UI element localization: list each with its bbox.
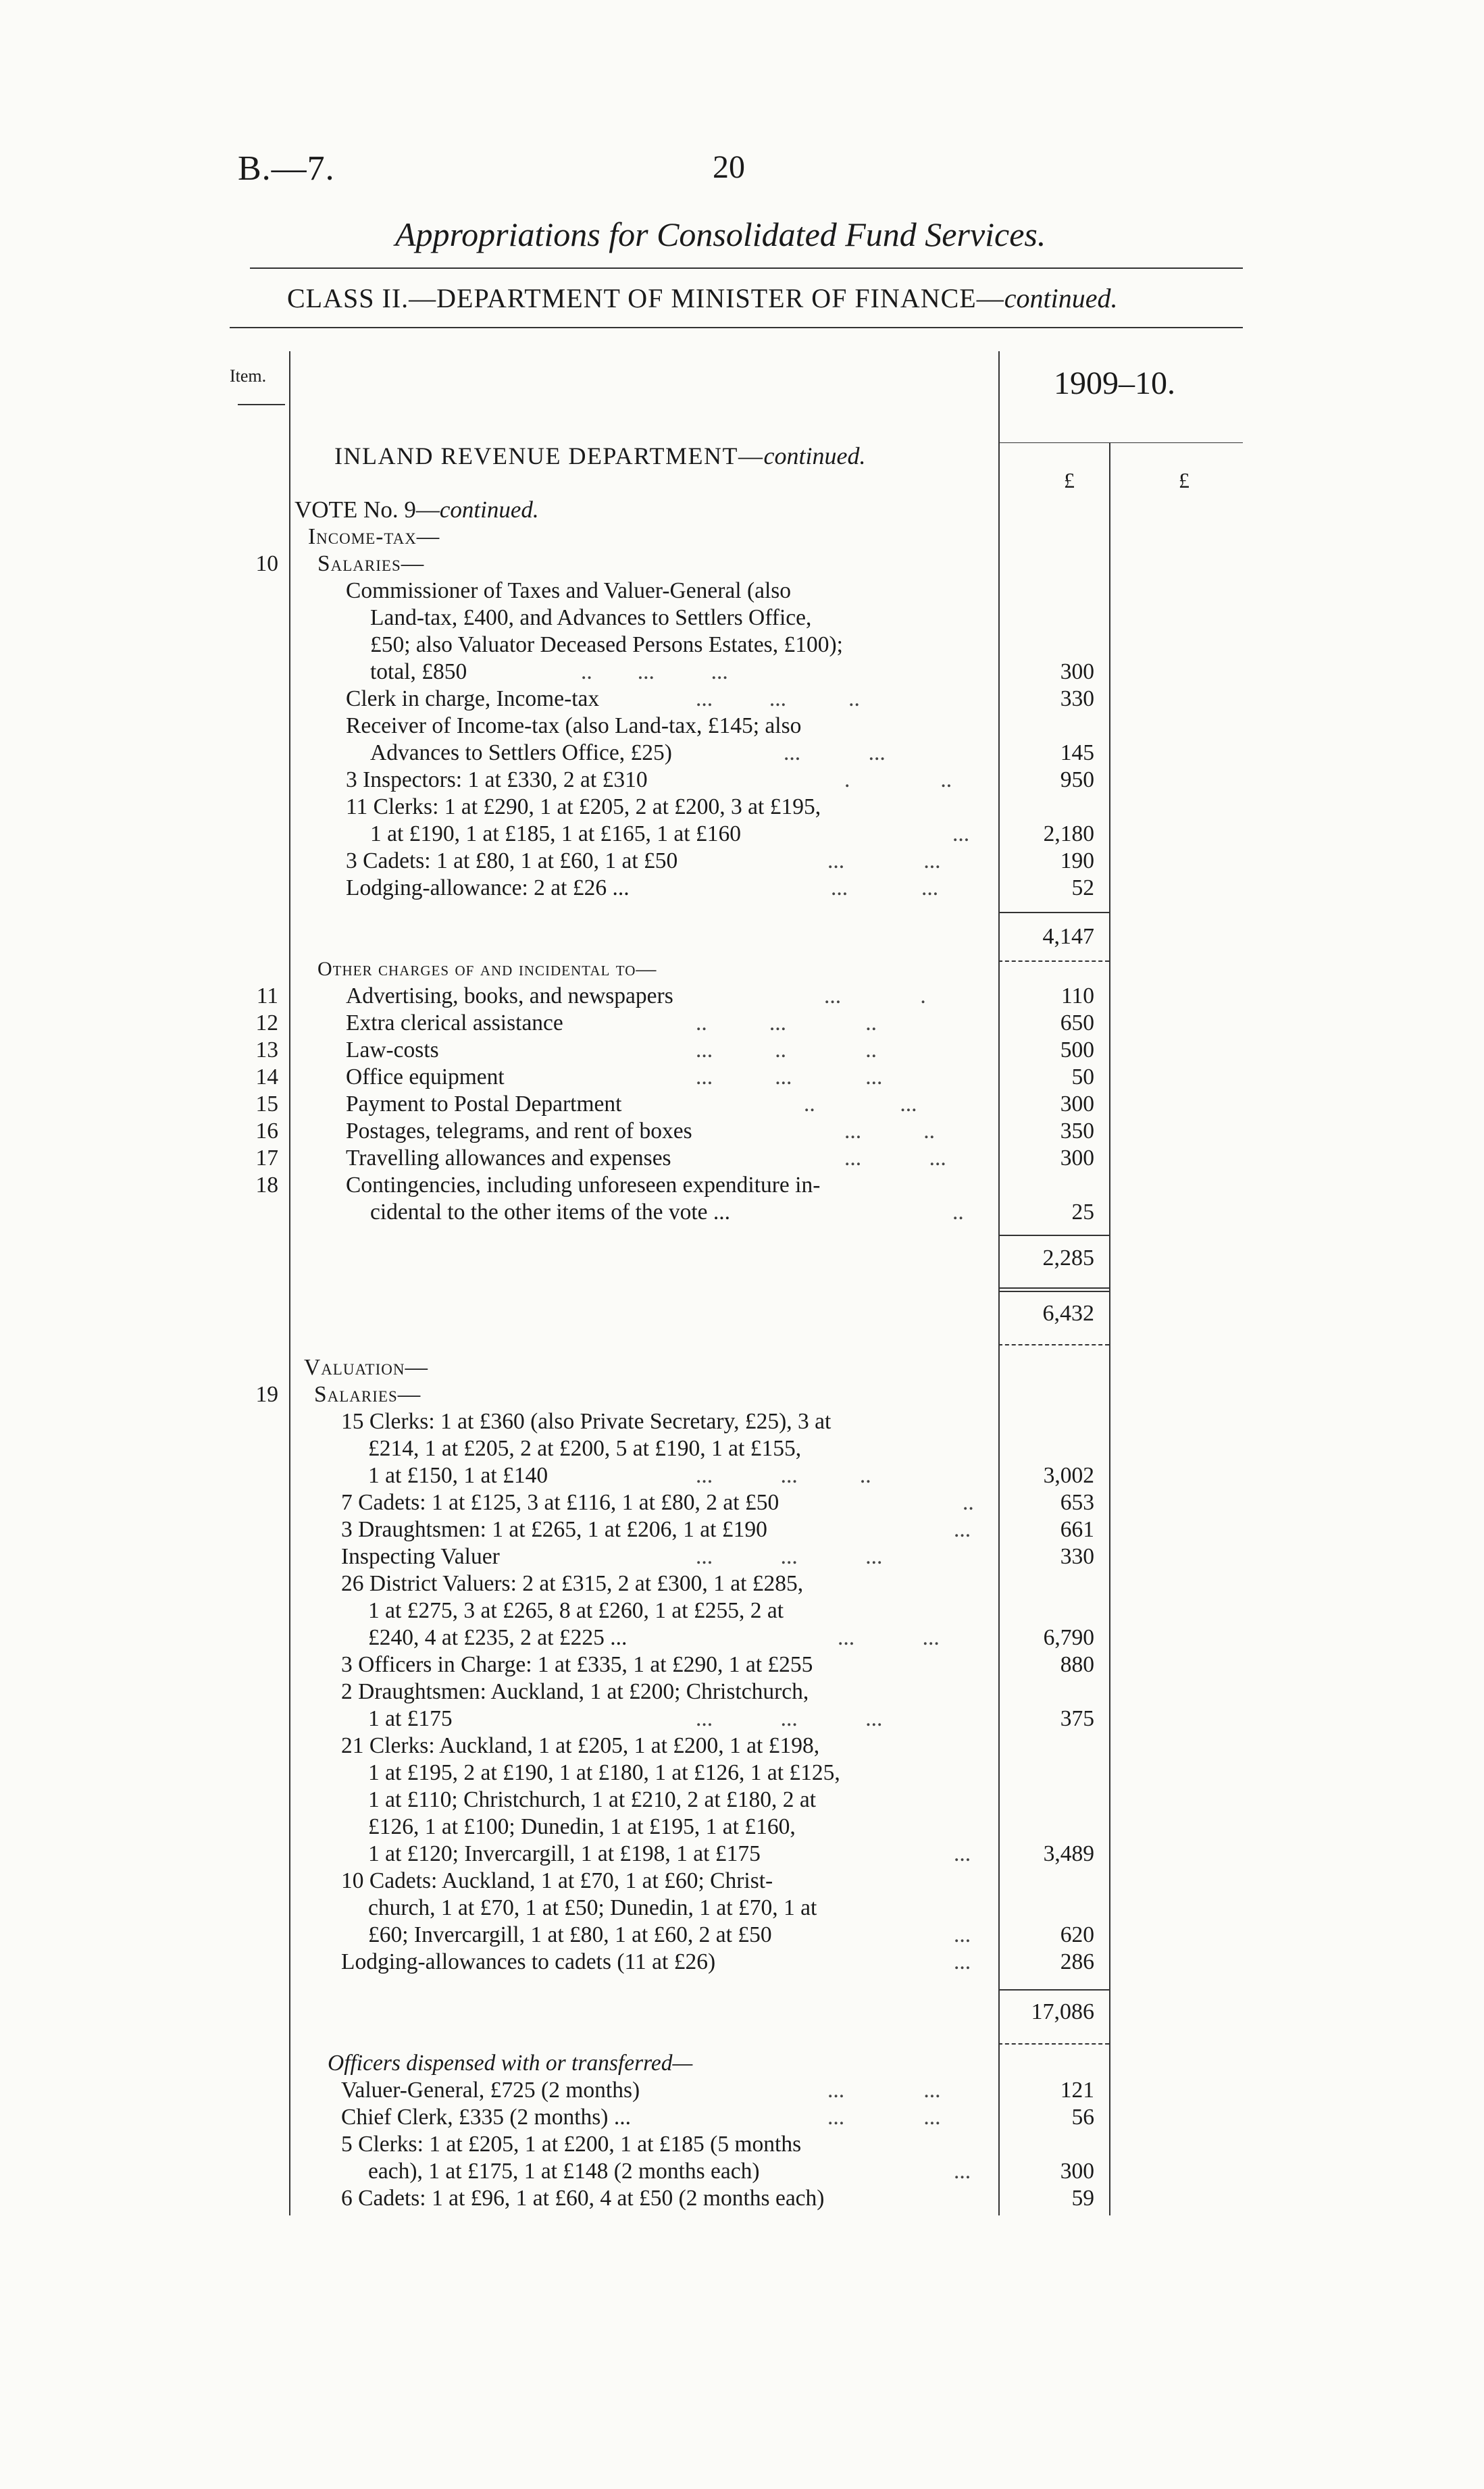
item-number: 17 [255, 1146, 278, 1171]
leader-dots: ... ... .. [696, 1463, 871, 1488]
salary-line: Lodging-allowance: 2 at £26 ... [346, 875, 630, 900]
salary-line: £126, 1 at £100; Dunedin, 1 at £195, 1 at £160, [368, 1814, 796, 1839]
leader-dots: .. [963, 1490, 974, 1515]
dispensed-line: 5 Clerks: 1 at £205, 1 at £200, 1 at £185 (5 months [341, 2132, 802, 2157]
amount: 350 [1060, 1119, 1094, 1144]
salaries-subtotal: 4,147 [1042, 924, 1094, 949]
salary-line: 3 Draughtsmen: 1 at £265, 1 at £206, 1 at £190 [341, 1517, 767, 1542]
item-number: 10 [255, 551, 278, 576]
amount: 56 [1071, 2105, 1094, 2130]
document-reference: B.—7. [238, 149, 335, 188]
charge-line: Travelling allowances and expenses [346, 1146, 671, 1171]
leader-dots: ... .. [844, 1119, 935, 1144]
income-tax-total: 6,432 [1042, 1301, 1094, 1326]
salary-line: Commissioner of Taxes and Valuer-General (also [346, 578, 792, 603]
page-title: Appropriations for Consolidated Fund Services. [395, 215, 1046, 253]
pound-sign-right: £ [1179, 468, 1189, 492]
charge-line: Contingencies, including unforeseen expenditure in- [346, 1173, 821, 1198]
vote-heading-continued: continued. [439, 496, 539, 523]
leader-dots: ... ... ... [696, 1706, 883, 1731]
vote-heading [295, 496, 539, 523]
leader-dots: ... ... .. [696, 686, 860, 711]
salary-line: 1 at £150, 1 at £140 [368, 1463, 548, 1488]
leader-dots: ... ... [784, 740, 886, 765]
dispensed-line: Valuer-General, £725 (2 months) [341, 2078, 640, 2103]
leader-dots: ... ... [838, 1625, 940, 1650]
leader-dots: .. ... [804, 1092, 917, 1117]
amount: 3,002 [1043, 1463, 1094, 1488]
leader-dots: ... ... [827, 2078, 941, 2103]
salary-line: Receiver of Income-tax (also Land-tax, £145; also [346, 713, 802, 738]
amount: 2,180 [1043, 821, 1094, 846]
amount: 50 [1071, 1064, 1094, 1089]
item-number: 13 [255, 1037, 278, 1062]
class-rule [230, 327, 1243, 328]
subtotal-rule [998, 1989, 1109, 1991]
item-number: 15 [255, 1092, 278, 1117]
dispensed-heading: Officers dispensed with or transferred— [328, 2051, 693, 2076]
leader-dots: ... .. .. [696, 1037, 877, 1062]
amount: 300 [1060, 1092, 1094, 1117]
amount: 650 [1060, 1010, 1094, 1035]
salary-line: 26 District Valuers: 2 at £315, 2 at £300, 1 at £285, [341, 1571, 804, 1596]
salary-line: 7 Cadets: 1 at £125, 3 at £116, 1 at £80, 2 at £50 [341, 1490, 779, 1515]
subtotal-rule [998, 2043, 1109, 2045]
leader-dots: ... ... [831, 875, 939, 900]
charge-line: Law-costs [346, 1037, 439, 1062]
item-column-rule [289, 351, 290, 2215]
leader-dots: ... [954, 1517, 971, 1542]
subtotal-rule [998, 1235, 1109, 1236]
salary-line: 3 Officers in Charge: 1 at £335, 1 at £290, 1 at £255 [341, 1652, 813, 1677]
amount: 59 [1071, 2186, 1094, 2211]
class-heading-text: CLASS II.—DEPARTMENT OF MINISTER OF FINANCE— [287, 283, 1004, 313]
class-heading [287, 282, 1117, 314]
salary-line: 1 at £120; Invercargill, 1 at £198, 1 at £175 [368, 1841, 761, 1866]
item-number: 18 [255, 1173, 278, 1198]
leader-dots: ... [954, 1922, 971, 1947]
salary-line: church, 1 at £70, 1 at £50; Dunedin, 1 at £70, 1 at [368, 1895, 817, 1920]
salary-line: 10 Cadets: Auckland, 1 at £70, 1 at £60; Christ- [341, 1868, 773, 1893]
salary-line: 1 at £175 [368, 1706, 453, 1731]
item-header-underline [238, 404, 285, 405]
year-header-rule [998, 442, 1243, 443]
salary-line: £50; also Valuator Deceased Persons Estates, £100); [370, 632, 843, 657]
leader-dots: ... ... ... [696, 1544, 883, 1569]
salaries-heading: Salaries— [317, 551, 425, 576]
leader-dots: .. ... ... [581, 659, 728, 684]
class-heading-continued: continued. [1004, 283, 1118, 313]
leader-dots: ... ... ... [696, 1064, 883, 1089]
total-rule [998, 1344, 1109, 1345]
leader-dots: ... [954, 1949, 971, 1974]
valuation-total: 17,086 [1031, 1999, 1094, 2024]
amount: 190 [1060, 848, 1094, 873]
total-rule [998, 1287, 1109, 1289]
amount: 300 [1060, 659, 1094, 684]
salary-line: 1 at £275, 3 at £265, 8 at £260, 1 at £255, 2 at [368, 1598, 784, 1623]
amount: 661 [1060, 1517, 1094, 1542]
salary-line: £60; Invercargill, 1 at £80, 1 at £60, 2 at £50 [368, 1922, 772, 1947]
other-charges-subtotal: 2,285 [1042, 1246, 1094, 1271]
vote-heading-text: VOTE No. 9— [295, 496, 440, 523]
leader-dots: ... [952, 821, 970, 846]
amount: 330 [1060, 686, 1094, 711]
leader-dots: ... ... [844, 1146, 946, 1171]
leader-dots: .. ... .. [696, 1010, 877, 1035]
salary-line: 3 Inspectors: 1 at £330, 2 at £310 [346, 767, 648, 792]
leader-dots: ... ... [827, 2105, 941, 2130]
amount: 653 [1060, 1490, 1094, 1515]
charge-line: Advertising, books, and newspapers [346, 983, 673, 1008]
leader-dots: ... [954, 2159, 971, 2184]
amount: 110 [1060, 983, 1094, 1008]
salary-line: 21 Clerks: Auckland, 1 at £205, 1 at £200, 1 at £198, [341, 1733, 820, 1758]
item-number: 11 [256, 983, 278, 1008]
salary-line: Clerk in charge, Income-tax [346, 686, 600, 711]
subtotal-rule [998, 912, 1109, 913]
item-number: 19 [255, 1382, 278, 1407]
title-rule [250, 267, 1243, 269]
dispensed-line: Chief Clerk, £335 (2 months) ... [341, 2105, 631, 2130]
salary-line: £214, 1 at £205, 2 at £200, 5 at £190, 1 at £155, [368, 1436, 802, 1461]
income-tax-heading: Income-tax— [308, 524, 440, 549]
amount: 375 [1060, 1706, 1094, 1731]
dispensed-line: 6 Cadets: 1 at £96, 1 at £60, 4 at £50 (2 months each) [341, 2186, 825, 2211]
salary-line: total, £850 [370, 659, 467, 684]
salary-line: 2 Draughtsmen: Auckland, 1 at £200; Christchurch, [341, 1679, 809, 1704]
item-column-header: Item. [230, 366, 267, 386]
amount: 880 [1060, 1652, 1094, 1677]
salaries-heading: Salaries— [314, 1382, 421, 1407]
amount: 330 [1060, 1544, 1094, 1569]
item-number: 12 [255, 1010, 278, 1035]
salary-line: 15 Clerks: 1 at £360 (also Private Secretary, £25), 3 at [341, 1409, 831, 1434]
amount: 121 [1060, 2078, 1094, 2103]
charge-line: Payment to Postal Department [346, 1092, 622, 1117]
amount: 52 [1071, 875, 1094, 900]
department-heading-continued: continued. [763, 442, 866, 469]
leader-dots: ... [954, 1841, 971, 1866]
amount-column-rule-right [1109, 442, 1110, 2215]
charge-line: cidental to the other items of the vote ... [370, 1200, 731, 1225]
leader-dots: .. [952, 1200, 964, 1225]
salary-line: 1 at £190, 1 at £185, 1 at £165, 1 at £160 [370, 821, 741, 846]
item-number: 16 [255, 1119, 278, 1144]
salary-line: 1 at £195, 2 at £190, 1 at £180, 1 at £126, 1 at £125, [368, 1760, 840, 1785]
department-heading-text: INLAND REVENUE DEPARTMENT— [334, 442, 764, 469]
salary-line: Advances to Settlers Office, £25) [370, 740, 672, 765]
charge-line: Office equipment [346, 1064, 505, 1089]
total-rule [998, 1291, 1109, 1292]
leader-dots: ... . [824, 983, 926, 1008]
salary-line: 3 Cadets: 1 at £80, 1 at £60, 1 at £50 [346, 848, 678, 873]
amount: 300 [1060, 1146, 1094, 1171]
year-column-header: 1909–10. [1054, 365, 1175, 401]
salary-line: 1 at £110; Christchurch, 1 at £210, 2 at £180, 2 at [368, 1787, 817, 1812]
amount: 6,790 [1043, 1625, 1094, 1650]
amount: 300 [1060, 2159, 1094, 2184]
charge-line: Postages, telegrams, and rent of boxes [346, 1119, 692, 1144]
amount: 3,489 [1043, 1841, 1094, 1866]
page-number: 20 [713, 149, 745, 185]
amount: 500 [1060, 1037, 1094, 1062]
other-charges-heading: Other charges of and incidental to— [317, 958, 657, 980]
salary-line: Lodging-allowances to cadets (11 at £26) [341, 1949, 716, 1974]
valuation-heading: Valuation— [304, 1355, 428, 1380]
salary-line: £240, 4 at £235, 2 at £225 ... [368, 1625, 628, 1650]
subtotal-rule [998, 960, 1109, 962]
charge-line: Extra clerical assistance [346, 1010, 563, 1035]
amount: 286 [1060, 1949, 1094, 1974]
leader-dots: ... ... [827, 848, 941, 873]
dispensed-line: each), 1 at £175, 1 at £148 (2 months each) [368, 2159, 760, 2184]
amount: 25 [1071, 1200, 1094, 1225]
item-number: 14 [255, 1064, 278, 1089]
salary-line: Inspecting Valuer [341, 1544, 500, 1569]
amount: 950 [1060, 767, 1094, 792]
leader-dots: . .. [844, 767, 952, 792]
amount: 620 [1060, 1922, 1094, 1947]
pound-sign-left: £ [1064, 468, 1075, 492]
department-heading [334, 442, 865, 469]
amount: 145 [1060, 740, 1094, 765]
salary-line: 11 Clerks: 1 at £290, 1 at £205, 2 at £200, 3 at £195, [346, 794, 821, 819]
salary-line: Land-tax, £400, and Advances to Settlers Office, [370, 605, 812, 630]
